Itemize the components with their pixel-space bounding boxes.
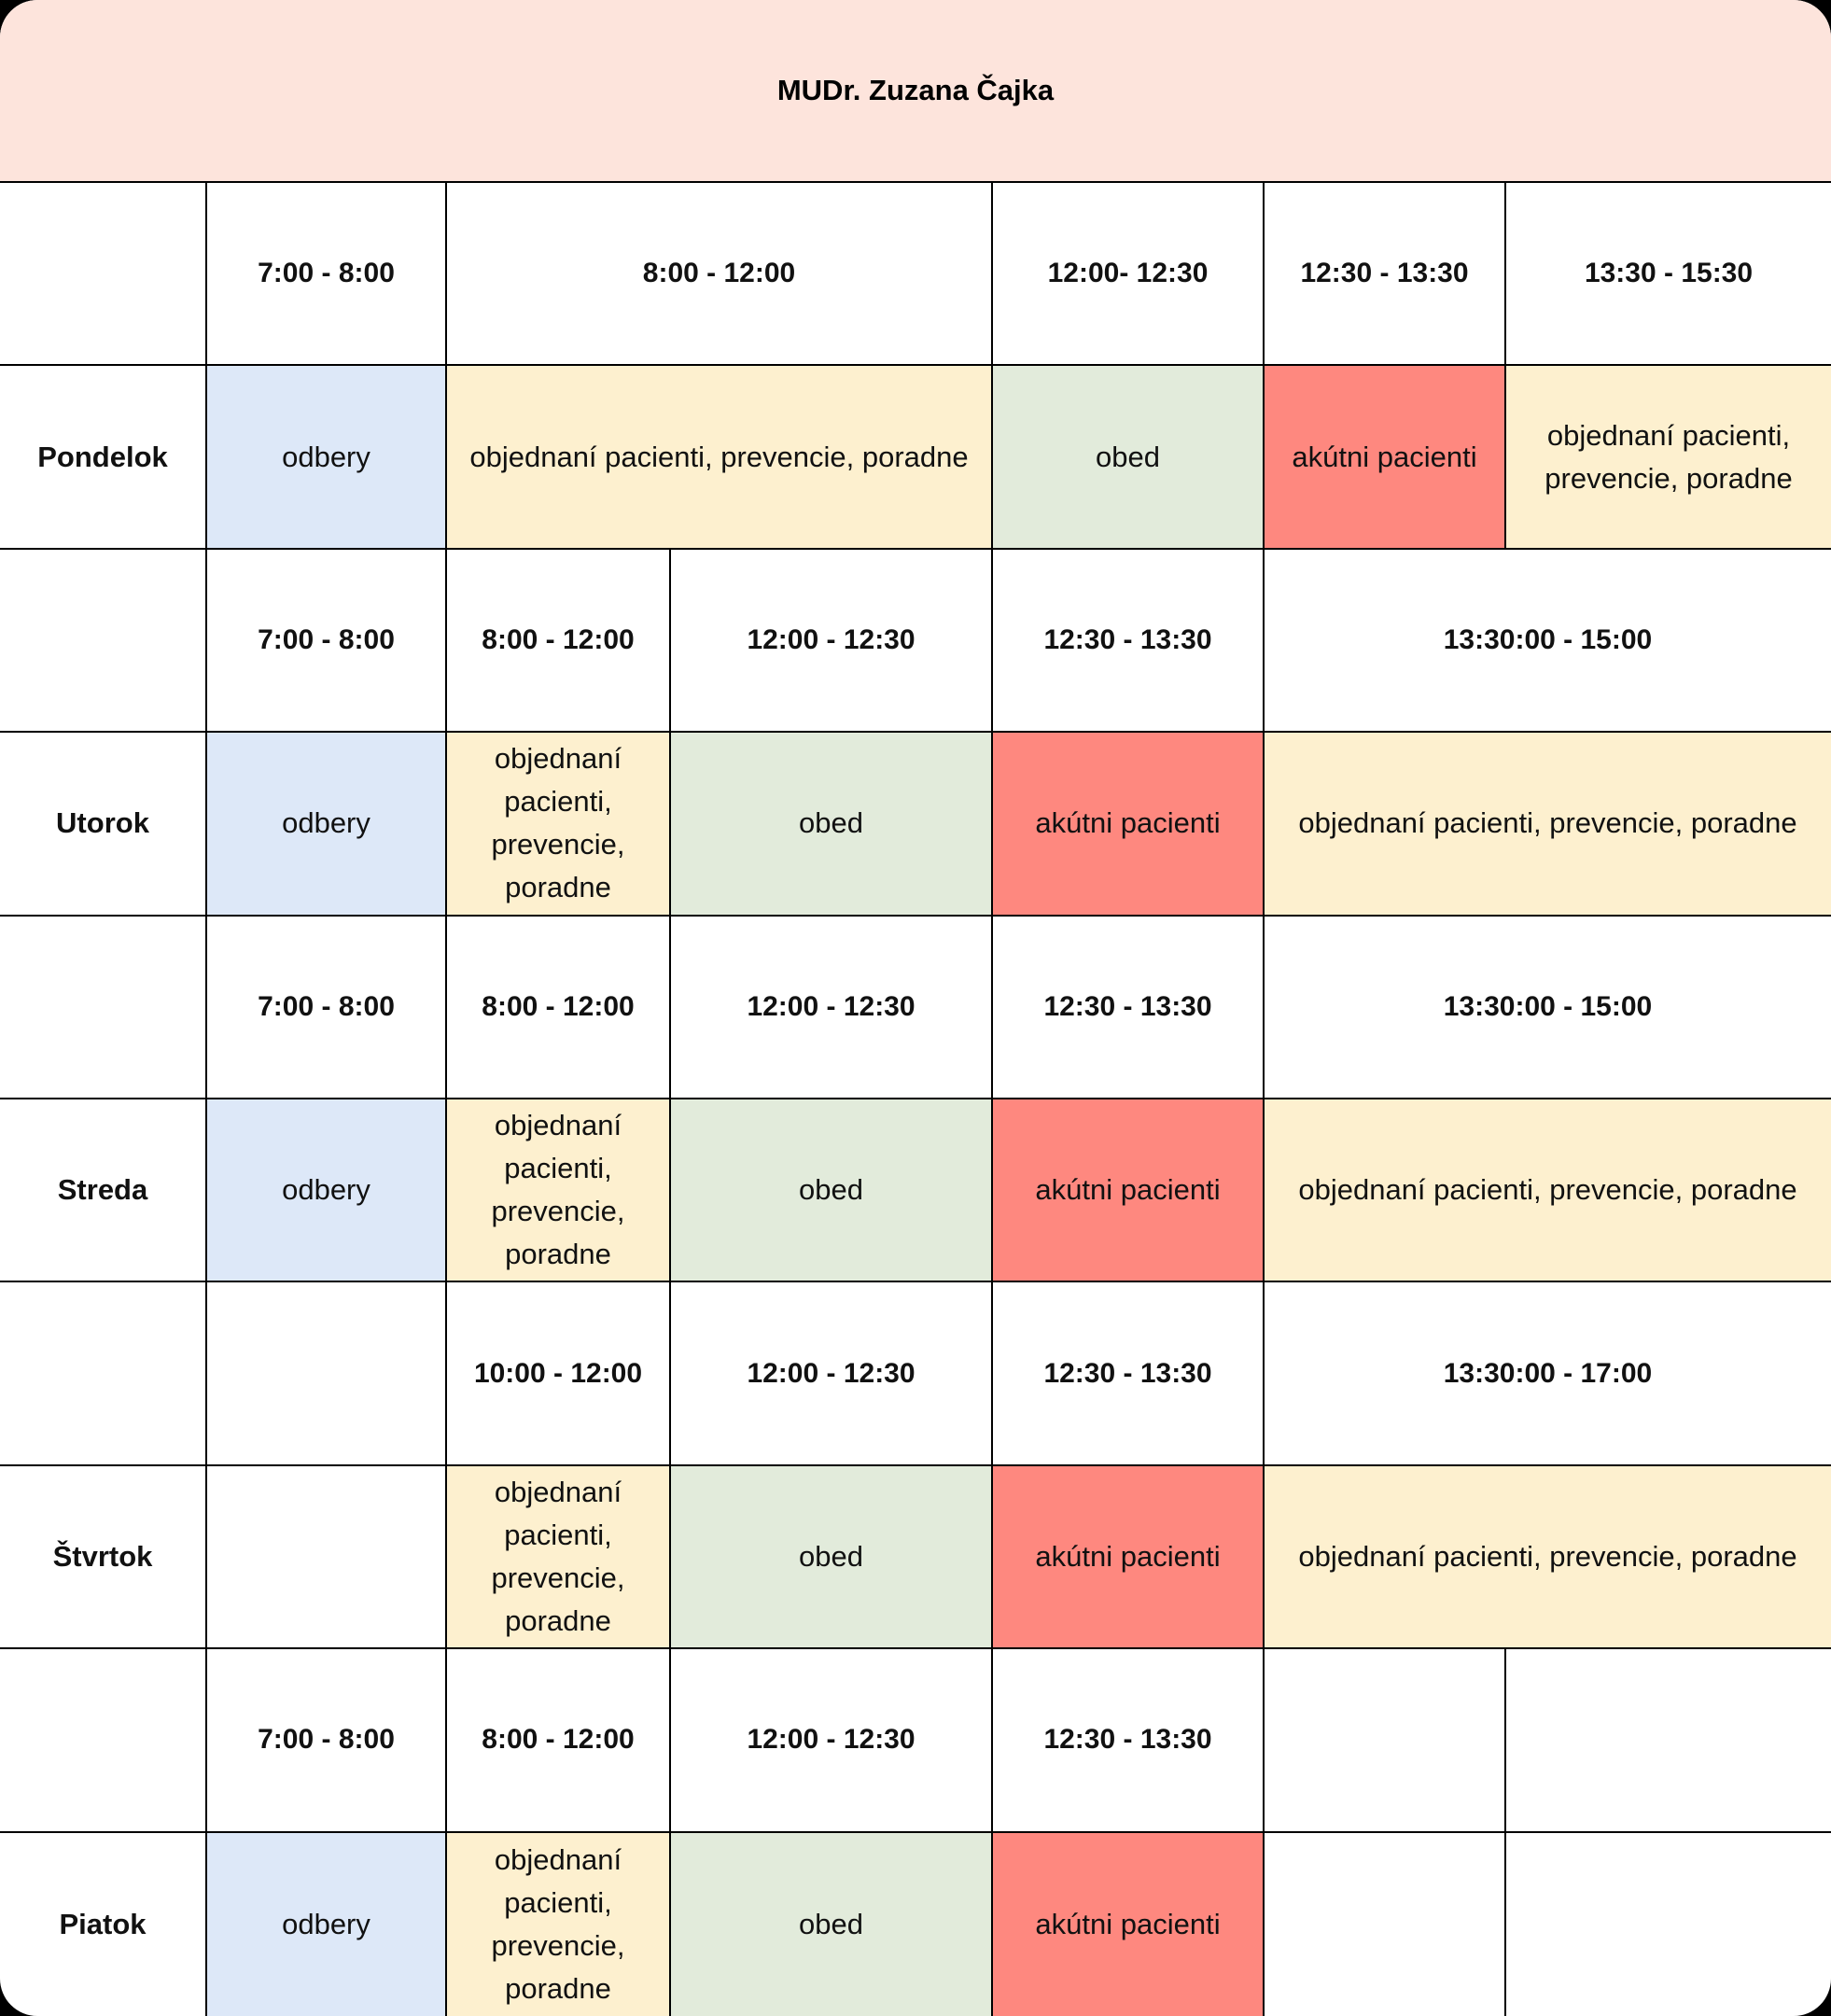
activity-obed: obed: [993, 366, 1265, 549]
time-slot: 8:00 - 12:00: [447, 183, 993, 366]
time-slot: 12:30 - 13:30: [1265, 183, 1506, 366]
time-slot: 13:30:00 - 15:00: [1265, 550, 1831, 733]
activity-objednani: objednaní pacienti, prevencie, poradne: [1265, 1466, 1831, 1649]
empty-cell: [1506, 1833, 1831, 2016]
time-slot: 12:30 - 13:30: [993, 1649, 1265, 1832]
activity-obed: obed: [671, 1833, 993, 2016]
activity-objednani: objednaní pacienti, prevencie, poradne: [447, 366, 993, 549]
time-slot: 8:00 - 12:00: [447, 1649, 671, 1832]
time-slot: 12:30 - 13:30: [993, 550, 1265, 733]
schedule-table: [0, 183, 1831, 2016]
time-slot: 12:00 - 12:30: [671, 550, 993, 733]
empty-cell: [0, 917, 207, 1099]
activity-objednani: objednaní pacienti, prevencie, poradne: [1265, 733, 1831, 916]
empty-cell: [0, 1649, 207, 1832]
day-label: Piatok: [0, 1833, 207, 2016]
activity-objednani: objednaní pacienti, prevencie, poradne: [1506, 366, 1831, 549]
empty-cell: [207, 1282, 447, 1465]
activity-obed: obed: [671, 733, 993, 916]
activity-objednani: objednaní pacienti, prevencie, poradne: [447, 733, 671, 916]
time-slot: 7:00 - 8:00: [207, 917, 447, 1099]
empty-cell: [1265, 1833, 1506, 2016]
time-slot: 7:00 - 8:00: [207, 183, 447, 366]
empty-cell: [1506, 1649, 1831, 1832]
activity-objednani: objednaní pacienti, prevencie, poradne: [447, 1833, 671, 2016]
time-slot: 13:30:00 - 15:00: [1265, 917, 1831, 1099]
activity-objednani: objednaní pacienti, prevencie, poradne: [1265, 1099, 1831, 1282]
time-slot: 12:00- 12:30: [993, 183, 1265, 366]
empty-cell: [0, 183, 207, 366]
time-slot: 12:30 - 13:30: [993, 917, 1265, 1099]
time-slot: 12:00 - 12:30: [671, 917, 993, 1099]
day-label: Pondelok: [0, 366, 207, 549]
time-slot: 8:00 - 12:00: [447, 550, 671, 733]
time-slot: 7:00 - 8:00: [207, 550, 447, 733]
time-slot: 12:30 - 13:30: [993, 1282, 1265, 1465]
activity-akutni: akútni pacienti: [993, 733, 1265, 916]
activity-akutni: akútni pacienti: [993, 1466, 1265, 1649]
empty-cell: [1265, 1649, 1506, 1832]
time-slot: 7:00 - 8:00: [207, 1649, 447, 1832]
activity-obed: obed: [671, 1099, 993, 1282]
activity-akutni: akútni pacienti: [993, 1099, 1265, 1282]
day-label: Streda: [0, 1099, 207, 1282]
day-label: Štvrtok: [0, 1466, 207, 1649]
activity-objednani: objednaní pacienti, prevencie, poradne: [447, 1099, 671, 1282]
activity-odbery: odbery: [207, 1099, 447, 1282]
activity-obed: obed: [671, 1466, 993, 1649]
time-slot: 13:30 - 15:30: [1506, 183, 1831, 366]
activity-odbery: odbery: [207, 366, 447, 549]
schedule-title: MUDr. Zuzana Čajka: [0, 0, 1831, 183]
activity-odbery: odbery: [207, 733, 447, 916]
day-label: Utorok: [0, 733, 207, 916]
activity-odbery: odbery: [207, 1833, 447, 2016]
time-slot: 10:00 - 12:00: [447, 1282, 671, 1465]
activity-akutni: akútni pacienti: [1265, 366, 1506, 549]
time-slot: 8:00 - 12:00: [447, 917, 671, 1099]
activity-akutni: akútni pacienti: [993, 1833, 1265, 2016]
empty-cell: [0, 550, 207, 733]
time-slot: 12:00 - 12:30: [671, 1649, 993, 1832]
empty-cell: [207, 1466, 447, 1649]
empty-cell: [0, 1282, 207, 1465]
time-slot: 12:00 - 12:30: [671, 1282, 993, 1465]
activity-objednani: objednaní pacienti, prevencie, poradne: [447, 1466, 671, 1649]
time-slot: 13:30:00 - 17:00: [1265, 1282, 1831, 1465]
